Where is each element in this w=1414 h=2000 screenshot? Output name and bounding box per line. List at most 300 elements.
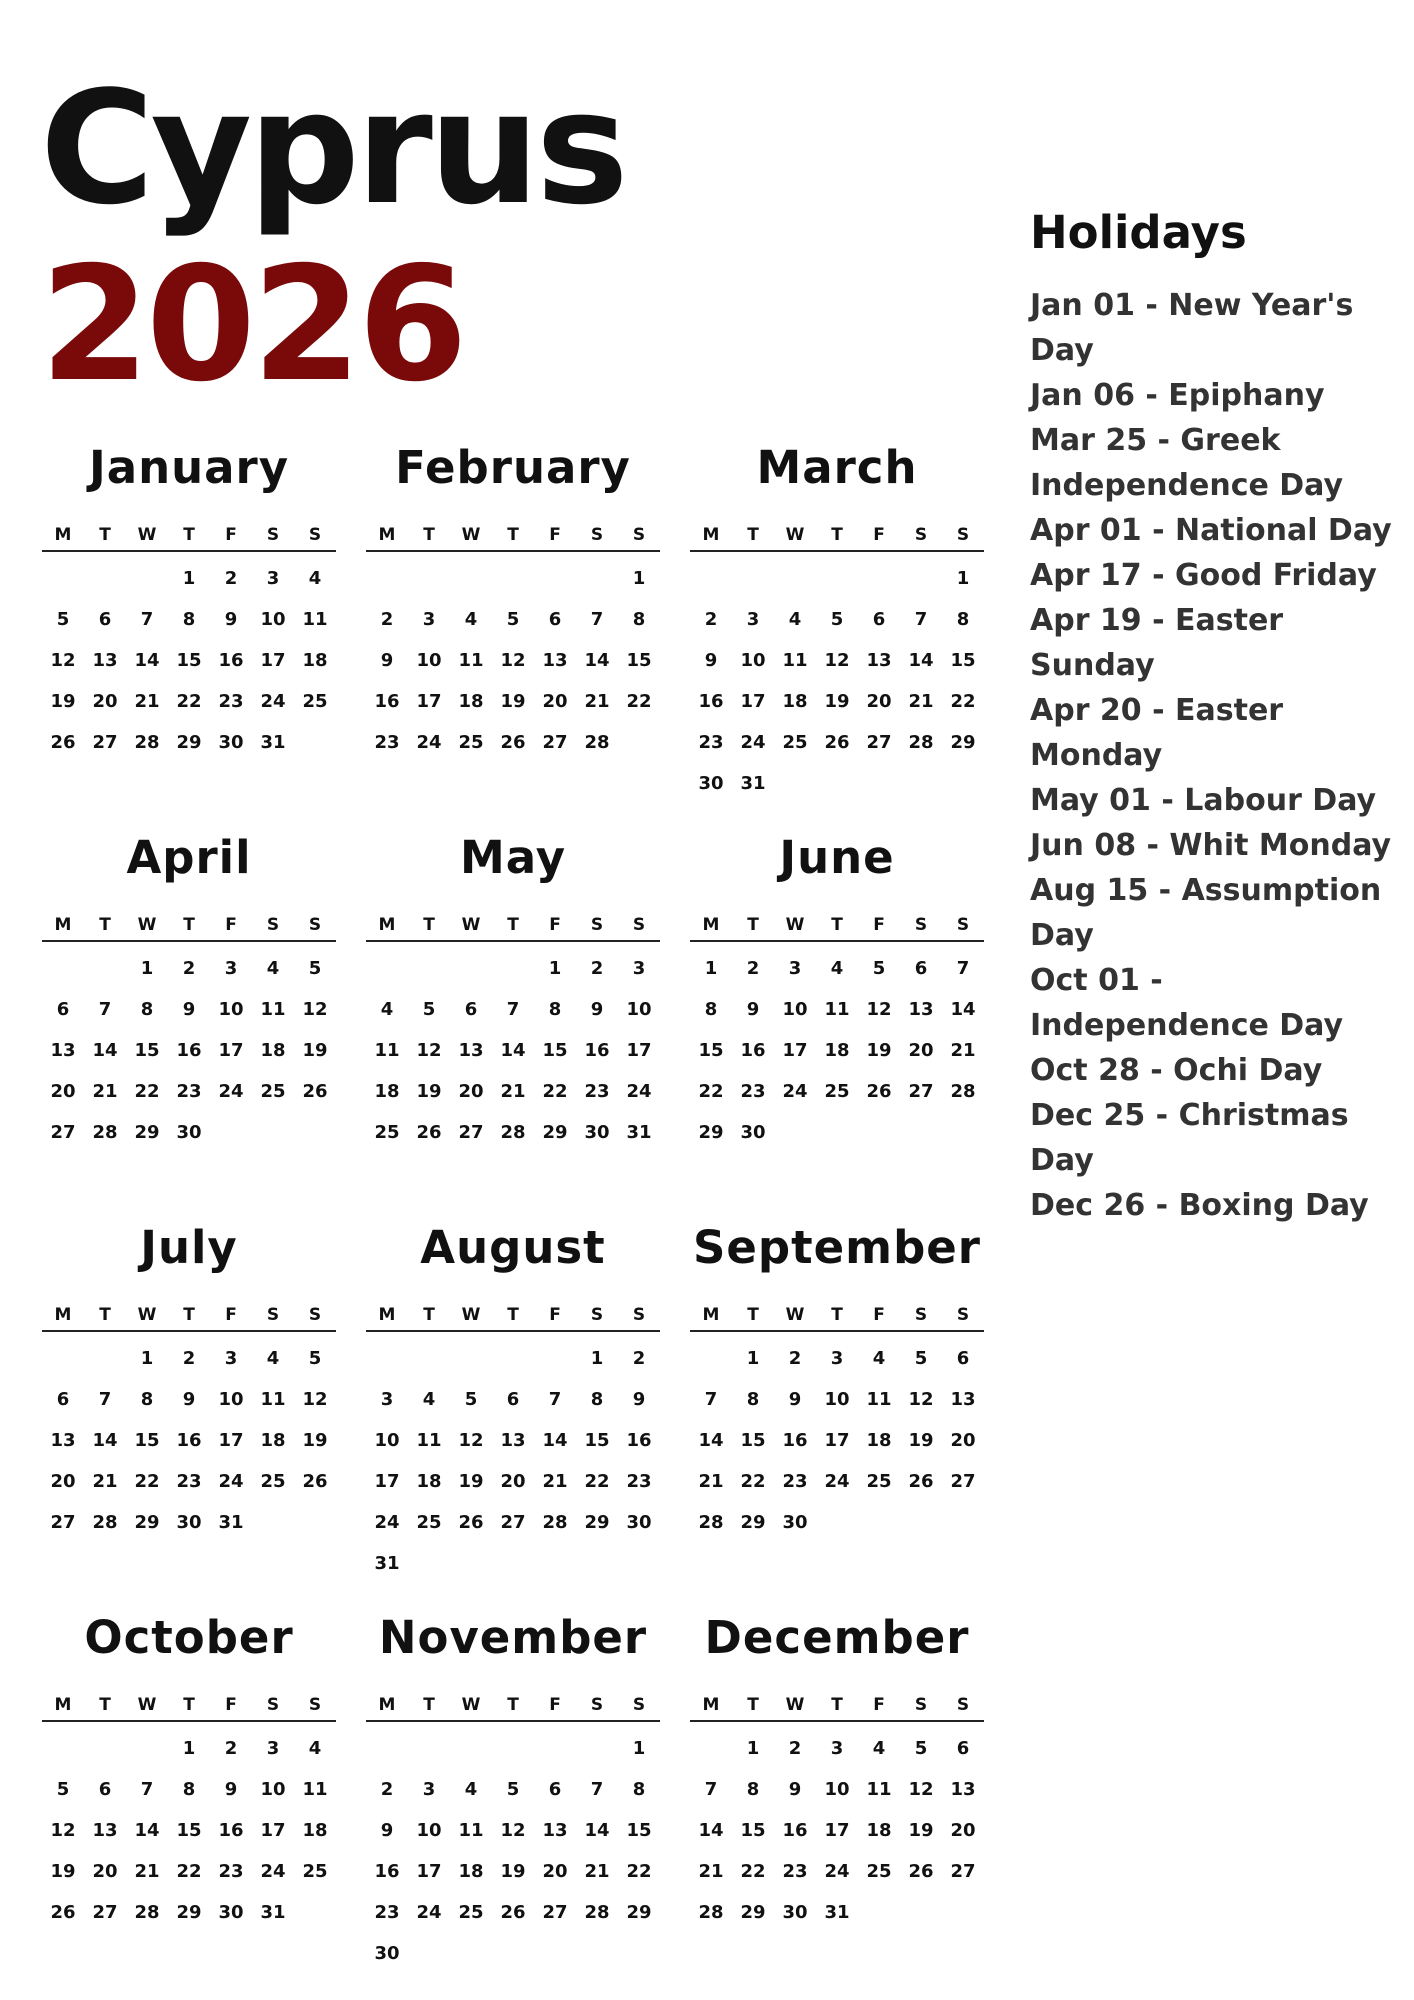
- weekday-label: S: [308, 1305, 322, 1325]
- day-grid: [690, 942, 984, 1153]
- day-cell: 18: [260, 1040, 286, 1061]
- day-cell: 11: [302, 609, 328, 630]
- day-cell: 4: [266, 958, 280, 979]
- month-name: July: [140, 1221, 238, 1274]
- weekday-label: T: [747, 1695, 759, 1715]
- day-cell: 19: [302, 1430, 328, 1451]
- day-cell: 19: [908, 1820, 934, 1841]
- day-cell: 24: [626, 1081, 652, 1102]
- day-cell: 11: [458, 650, 484, 671]
- day-cell: 10: [782, 999, 808, 1020]
- day-cell: 9: [224, 1779, 238, 1800]
- weekday-header: [42, 1690, 336, 1722]
- day-cell: 14: [134, 1820, 160, 1841]
- day-cell: 24: [740, 732, 766, 753]
- day-cell: 20: [50, 1081, 76, 1102]
- weekday-label: S: [956, 1695, 970, 1715]
- empty-cell: [450, 558, 492, 599]
- day-cell: 6: [56, 999, 70, 1020]
- day-cell: 25: [458, 732, 484, 753]
- day-cell: 18: [302, 650, 328, 671]
- day-cell: 3: [266, 568, 280, 589]
- day-cell: 3: [632, 958, 646, 979]
- day-cell: 7: [590, 1779, 604, 1800]
- day-cell: 21: [92, 1471, 118, 1492]
- day-cell: 22: [698, 1081, 724, 1102]
- weekday-header: [366, 1300, 660, 1332]
- weekday-label: M: [54, 915, 72, 935]
- day-cell: 1: [548, 958, 562, 979]
- month-name: August: [420, 1221, 606, 1274]
- day-cell: 13: [500, 1430, 526, 1451]
- day-cell: 2: [590, 958, 604, 979]
- day-cell: 1: [632, 568, 646, 589]
- weekday-label: T: [831, 915, 843, 935]
- day-cell: 9: [788, 1779, 802, 1800]
- day-cell: 3: [788, 958, 802, 979]
- weekday-header: [690, 1690, 984, 1722]
- weekday-label: T: [507, 1305, 519, 1325]
- day-cell: 23: [626, 1471, 652, 1492]
- month-may: [366, 830, 660, 1220]
- weekday-label: M: [54, 1305, 72, 1325]
- day-cell: 11: [260, 999, 286, 1020]
- day-cell: 8: [704, 999, 718, 1020]
- day-cell: 27: [92, 732, 118, 753]
- weekday-label: M: [702, 1305, 720, 1325]
- day-cell: 12: [908, 1779, 934, 1800]
- weekday-label: W: [137, 1695, 157, 1715]
- day-cell: 24: [218, 1471, 244, 1492]
- weekday-label: F: [225, 525, 237, 545]
- day-cell: 8: [182, 609, 196, 630]
- day-cell: 18: [458, 691, 484, 712]
- holiday-item: Aug 15 - Assumption Day: [1030, 873, 1382, 953]
- day-cell: 1: [182, 1738, 196, 1759]
- weekday-label: S: [266, 1305, 280, 1325]
- month-february: [366, 440, 660, 830]
- weekday-label: M: [378, 1305, 396, 1325]
- day-cell: 18: [866, 1430, 892, 1451]
- day-cell: 5: [422, 999, 436, 1020]
- weekday-label: T: [183, 525, 195, 545]
- day-cell: 1: [746, 1738, 760, 1759]
- day-grid: [690, 1332, 984, 1543]
- day-cell: 13: [866, 650, 892, 671]
- empty-cell: [492, 1728, 534, 1769]
- day-cell: 12: [866, 999, 892, 1020]
- day-cell: 28: [500, 1122, 526, 1143]
- empty-cell: [492, 948, 534, 989]
- day-cell: 24: [260, 691, 286, 712]
- weekday-label: S: [914, 525, 928, 545]
- day-cell: 30: [218, 732, 244, 753]
- month-name: February: [395, 441, 631, 494]
- day-cell: 8: [746, 1389, 760, 1410]
- day-cell: 26: [500, 1902, 526, 1923]
- holiday-item: Apr 19 - Easter Sunday: [1030, 603, 1284, 683]
- day-cell: 13: [908, 999, 934, 1020]
- day-cell: 19: [866, 1040, 892, 1061]
- weekday-label: T: [747, 915, 759, 935]
- weekday-label: S: [308, 915, 322, 935]
- month-name: March: [756, 441, 918, 494]
- day-cell: 19: [416, 1081, 442, 1102]
- day-cell: 12: [824, 650, 850, 671]
- day-cell: 27: [950, 1861, 976, 1882]
- weekday-label: W: [785, 1695, 805, 1715]
- day-cell: 14: [92, 1430, 118, 1451]
- day-cell: 14: [698, 1820, 724, 1841]
- day-cell: 18: [374, 1081, 400, 1102]
- weekday-label: F: [873, 915, 885, 935]
- day-cell: 4: [788, 609, 802, 630]
- empty-cell: [492, 1338, 534, 1379]
- day-grid: [42, 942, 336, 1153]
- day-cell: 23: [374, 732, 400, 753]
- holiday-item: Jan 06 - Epiphany: [1030, 378, 1325, 413]
- weekday-label: M: [378, 525, 396, 545]
- day-cell: 7: [140, 609, 154, 630]
- day-cell: 22: [626, 1861, 652, 1882]
- day-cell: 29: [134, 1122, 160, 1143]
- day-cell: 12: [50, 650, 76, 671]
- empty-cell: [690, 1338, 732, 1379]
- day-cell: 19: [50, 1861, 76, 1882]
- empty-cell: [534, 1338, 576, 1379]
- day-cell: 29: [542, 1122, 568, 1143]
- weekday-label: W: [137, 1305, 157, 1325]
- day-cell: 11: [302, 1779, 328, 1800]
- day-cell: 31: [626, 1122, 652, 1143]
- day-cell: 18: [782, 691, 808, 712]
- weekday-label: F: [873, 1695, 885, 1715]
- holiday-item: Oct 01 - Independence Day: [1030, 963, 1344, 1043]
- day-cell: 19: [908, 1430, 934, 1451]
- day-cell: 16: [374, 691, 400, 712]
- day-cell: 23: [782, 1861, 808, 1882]
- day-cell: 21: [950, 1040, 976, 1061]
- weekday-label: T: [423, 525, 435, 545]
- day-cell: 28: [584, 732, 610, 753]
- day-cell: 6: [464, 999, 478, 1020]
- day-cell: 28: [92, 1122, 118, 1143]
- title-block: [40, 57, 625, 417]
- day-cell: 22: [626, 691, 652, 712]
- day-cell: 26: [866, 1081, 892, 1102]
- weekday-label: T: [423, 1695, 435, 1715]
- weekday-label: W: [137, 915, 157, 935]
- day-cell: 13: [542, 1820, 568, 1841]
- day-cell: 26: [302, 1081, 328, 1102]
- day-cell: 1: [632, 1738, 646, 1759]
- day-cell: 24: [218, 1081, 244, 1102]
- day-cell: 23: [782, 1471, 808, 1492]
- day-cell: 29: [740, 1512, 766, 1533]
- day-cell: 16: [176, 1040, 202, 1061]
- day-cell: 4: [830, 958, 844, 979]
- day-cell: 3: [266, 1738, 280, 1759]
- day-cell: 23: [584, 1081, 610, 1102]
- day-cell: 18: [302, 1820, 328, 1841]
- empty-cell: [816, 558, 858, 599]
- day-cell: 10: [260, 609, 286, 630]
- day-cell: 9: [632, 1389, 646, 1410]
- day-cell: 11: [374, 1040, 400, 1061]
- empty-cell: [42, 948, 84, 989]
- month-august: [366, 1220, 660, 1610]
- day-grid: [690, 1722, 984, 1933]
- day-cell: 23: [176, 1081, 202, 1102]
- day-cell: 24: [416, 1902, 442, 1923]
- day-cell: 28: [134, 732, 160, 753]
- day-cell: 25: [416, 1512, 442, 1533]
- day-cell: 7: [506, 999, 520, 1020]
- day-cell: 22: [584, 1471, 610, 1492]
- day-cell: 1: [140, 1348, 154, 1369]
- day-cell: 5: [506, 609, 520, 630]
- day-cell: 23: [740, 1081, 766, 1102]
- day-cell: 16: [698, 691, 724, 712]
- day-grid: [690, 552, 984, 804]
- empty-cell: [690, 1728, 732, 1769]
- day-cell: 1: [956, 568, 970, 589]
- weekday-label: S: [590, 1305, 604, 1325]
- day-cell: 7: [704, 1389, 718, 1410]
- weekday-label: S: [914, 1695, 928, 1715]
- day-cell: 5: [308, 1348, 322, 1369]
- weekday-label: W: [461, 1305, 481, 1325]
- day-grid: [366, 1332, 660, 1584]
- holiday-item: Dec 26 - Boxing Day: [1030, 1188, 1369, 1223]
- day-cell: 27: [50, 1122, 76, 1143]
- empty-cell: [84, 1338, 126, 1379]
- day-cell: 19: [824, 691, 850, 712]
- weekday-label: M: [702, 1695, 720, 1715]
- weekday-label: F: [549, 1695, 561, 1715]
- weekday-label: S: [956, 915, 970, 935]
- day-cell: 6: [872, 609, 886, 630]
- day-cell: 4: [380, 999, 394, 1020]
- day-cell: 20: [92, 1861, 118, 1882]
- day-cell: 8: [956, 609, 970, 630]
- day-cell: 29: [176, 732, 202, 753]
- weekday-label: S: [956, 525, 970, 545]
- day-cell: 9: [380, 1820, 394, 1841]
- month-name: May: [459, 831, 567, 884]
- weekday-header: [690, 1300, 984, 1332]
- weekday-header: [366, 910, 660, 942]
- empty-cell: [84, 558, 126, 599]
- day-cell: 12: [302, 1389, 328, 1410]
- day-cell: 17: [824, 1820, 850, 1841]
- day-cell: 8: [548, 999, 562, 1020]
- weekday-label: T: [507, 1695, 519, 1715]
- holiday-item: Dec 25 - Christmas Day: [1030, 1098, 1349, 1178]
- empty-cell: [126, 558, 168, 599]
- day-cell: 30: [176, 1512, 202, 1533]
- day-cell: 15: [134, 1040, 160, 1061]
- day-cell: 16: [782, 1430, 808, 1451]
- day-cell: 12: [500, 1820, 526, 1841]
- day-cell: 27: [908, 1081, 934, 1102]
- weekday-label: S: [914, 1305, 928, 1325]
- day-cell: 6: [98, 609, 112, 630]
- day-cell: 1: [590, 1348, 604, 1369]
- day-cell: 22: [740, 1861, 766, 1882]
- day-cell: 15: [626, 650, 652, 671]
- day-cell: 21: [134, 691, 160, 712]
- day-cell: 16: [740, 1040, 766, 1061]
- day-cell: 10: [218, 999, 244, 1020]
- day-cell: 15: [740, 1820, 766, 1841]
- day-cell: 3: [380, 1389, 394, 1410]
- empty-cell: [408, 948, 450, 989]
- empty-cell: [42, 1728, 84, 1769]
- weekday-label: F: [225, 1695, 237, 1715]
- day-cell: 11: [458, 1820, 484, 1841]
- month-september: [690, 1220, 984, 1610]
- day-cell: 3: [746, 609, 760, 630]
- day-cell: 10: [416, 1820, 442, 1841]
- weekday-label: F: [873, 525, 885, 545]
- day-cell: 20: [458, 1081, 484, 1102]
- month-name: September: [693, 1221, 981, 1274]
- day-cell: 23: [698, 732, 724, 753]
- empty-cell: [774, 558, 816, 599]
- day-cell: 5: [56, 609, 70, 630]
- day-cell: 10: [260, 1779, 286, 1800]
- holiday-item: May 01 - Labour Day: [1030, 783, 1377, 818]
- weekday-header: [690, 520, 984, 552]
- day-cell: 4: [464, 1779, 478, 1800]
- empty-cell: [492, 558, 534, 599]
- weekday-label: S: [266, 915, 280, 935]
- day-cell: 8: [632, 609, 646, 630]
- day-cell: 14: [698, 1430, 724, 1451]
- day-cell: 13: [50, 1430, 76, 1451]
- day-cell: 28: [908, 732, 934, 753]
- weekday-label: T: [747, 1305, 759, 1325]
- day-cell: 21: [584, 1861, 610, 1882]
- holiday-list: [1030, 283, 1400, 1228]
- day-cell: 22: [950, 691, 976, 712]
- day-cell: 14: [584, 1820, 610, 1841]
- weekday-label: S: [956, 1305, 970, 1325]
- weekday-label: S: [632, 525, 646, 545]
- weekday-label: S: [308, 525, 322, 545]
- weekday-label: S: [632, 1305, 646, 1325]
- day-grid: [366, 942, 660, 1153]
- day-cell: 10: [218, 1389, 244, 1410]
- day-grid: [42, 1722, 336, 1933]
- day-cell: 2: [704, 609, 718, 630]
- weekday-header: [42, 1300, 336, 1332]
- weekday-label: T: [99, 1305, 111, 1325]
- day-cell: 11: [416, 1430, 442, 1451]
- day-cell: 25: [260, 1081, 286, 1102]
- day-cell: 23: [374, 1902, 400, 1923]
- day-cell: 20: [542, 1861, 568, 1882]
- day-cell: 18: [416, 1471, 442, 1492]
- day-cell: 5: [914, 1738, 928, 1759]
- day-cell: 27: [458, 1122, 484, 1143]
- month-name: April: [126, 831, 252, 884]
- day-cell: 26: [50, 732, 76, 753]
- day-cell: 17: [626, 1040, 652, 1061]
- day-cell: 17: [218, 1040, 244, 1061]
- day-grid: [42, 552, 336, 763]
- weekday-label: T: [423, 1305, 435, 1325]
- empty-cell: [84, 948, 126, 989]
- holiday-item: Jan 01 - New Year's Day: [1030, 288, 1354, 368]
- empty-cell: [126, 1728, 168, 1769]
- day-cell: 12: [908, 1389, 934, 1410]
- day-cell: 27: [500, 1512, 526, 1533]
- day-cell: 5: [830, 609, 844, 630]
- day-cell: 26: [302, 1471, 328, 1492]
- day-cell: 18: [824, 1040, 850, 1061]
- day-cell: 20: [542, 691, 568, 712]
- holiday-item: Apr 20 - Easter Monday: [1030, 693, 1284, 773]
- day-cell: 9: [788, 1389, 802, 1410]
- day-cell: 6: [548, 609, 562, 630]
- day-cell: 7: [98, 999, 112, 1020]
- weekday-label: T: [99, 525, 111, 545]
- empty-cell: [690, 558, 732, 599]
- weekday-header: [690, 910, 984, 942]
- day-cell: 29: [950, 732, 976, 753]
- day-grid: [42, 1332, 336, 1543]
- day-cell: 29: [134, 1512, 160, 1533]
- day-cell: 28: [542, 1512, 568, 1533]
- day-cell: 25: [302, 1861, 328, 1882]
- empty-cell: [576, 1728, 618, 1769]
- day-cell: 23: [218, 691, 244, 712]
- day-cell: 27: [92, 1902, 118, 1923]
- day-cell: 31: [740, 773, 766, 794]
- day-cell: 3: [422, 1779, 436, 1800]
- day-cell: 21: [542, 1471, 568, 1492]
- day-cell: 12: [416, 1040, 442, 1061]
- day-cell: 30: [374, 1943, 400, 1964]
- day-grid: [366, 552, 660, 763]
- day-cell: 21: [908, 691, 934, 712]
- empty-cell: [366, 558, 408, 599]
- weekday-label: F: [549, 1305, 561, 1325]
- month-december: [690, 1610, 984, 2000]
- weekday-label: T: [507, 915, 519, 935]
- weekday-label: F: [549, 915, 561, 935]
- empty-cell: [366, 1728, 408, 1769]
- day-cell: 11: [260, 1389, 286, 1410]
- day-cell: 16: [218, 650, 244, 671]
- day-cell: 11: [782, 650, 808, 671]
- day-cell: 20: [866, 691, 892, 712]
- day-cell: 27: [50, 1512, 76, 1533]
- weekday-header: [42, 910, 336, 942]
- weekday-label: T: [831, 1695, 843, 1715]
- day-cell: 31: [260, 1902, 286, 1923]
- day-cell: 23: [218, 1861, 244, 1882]
- day-cell: 13: [950, 1389, 976, 1410]
- holidays-panel: [1030, 205, 1400, 1228]
- day-cell: 1: [182, 568, 196, 589]
- day-cell: 29: [176, 1902, 202, 1923]
- day-cell: 19: [500, 691, 526, 712]
- day-cell: 29: [584, 1512, 610, 1533]
- day-cell: 11: [866, 1779, 892, 1800]
